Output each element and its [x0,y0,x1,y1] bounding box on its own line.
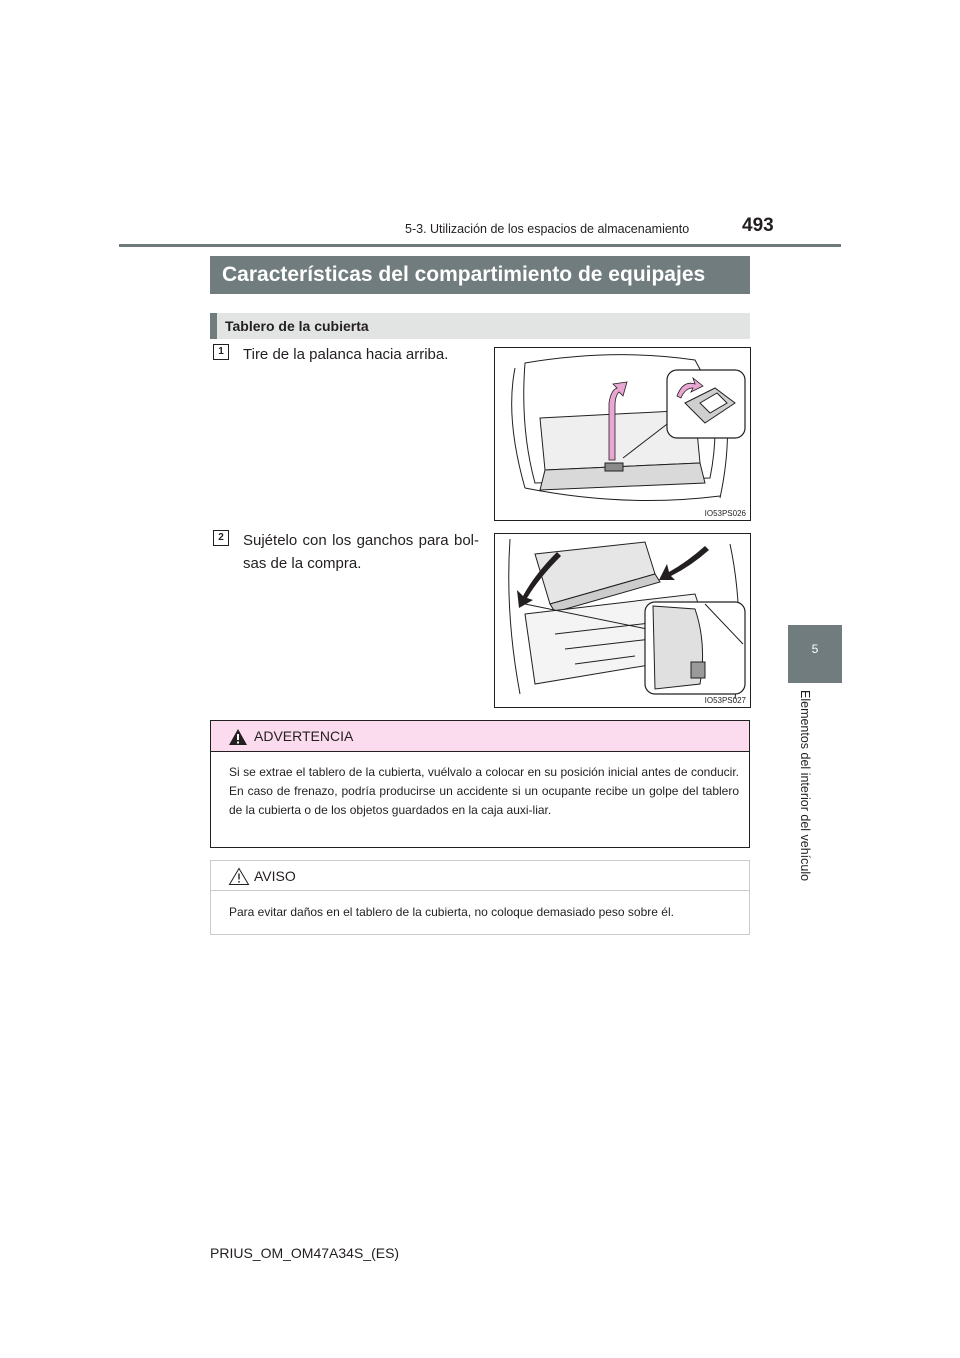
figure-shopping-hooks [494,533,751,708]
figure-1-code: IO53PS026 [704,509,746,518]
figure-2-code: IO53PS027 [704,696,746,705]
step-1-text: Tire de la palanca hacia arriba. [243,346,449,363]
notice-header [211,861,749,891]
warning-title: ADVERTENCIA [254,728,354,744]
warning-text: Si se extrae el tablero de la cubierta, vuélvalo a colocar en su posición inicial antes de conducir. En caso de frenazo, podría producirse un accidente si un ocupante recibe un golpe del tablero de la cubierta o de los objetos guardados en la caja auxi-liar. [229,765,739,817]
notice-text: Para evitar daños en el tablero de la cubierta, no coloque demasiado peso sobre él. [229,905,674,919]
figure-cover-lever [494,347,751,521]
warning-box [210,720,750,848]
step-2-text-line-2: sas de la compra. [243,555,362,572]
header-divider [119,244,841,247]
section-title: Características del compartimiento de equipajes [210,256,750,294]
page-number: 493 [742,215,774,236]
step-1-number: 1 [213,344,229,360]
notice-title: AVISO [254,868,296,884]
subsection-bar [210,313,217,339]
chapter-tab-number: 5 [811,642,819,656]
trunk-hooks-illustration [495,534,750,707]
subsection-header [210,313,750,339]
chapter-tab-title: Elementos del interior del vehículo [798,690,812,882]
step-2-text-line-1: Sujételo con los ganchos para bol- [243,532,479,549]
subsection-title: Tablero de la cubierta [225,318,369,334]
running-header-section: 5-3. Utilización de los espacios de almacenamiento [405,222,690,236]
step-2-number: 2 [213,530,229,546]
caution-triangle-icon [228,867,250,886]
trunk-lever-illustration [495,348,750,520]
document-code-footer: PRIUS_OM_OM47A34S_(ES) [210,1245,400,1261]
notice-box [210,860,750,935]
warning-header [211,721,749,752]
warning-triangle-icon [228,728,248,746]
